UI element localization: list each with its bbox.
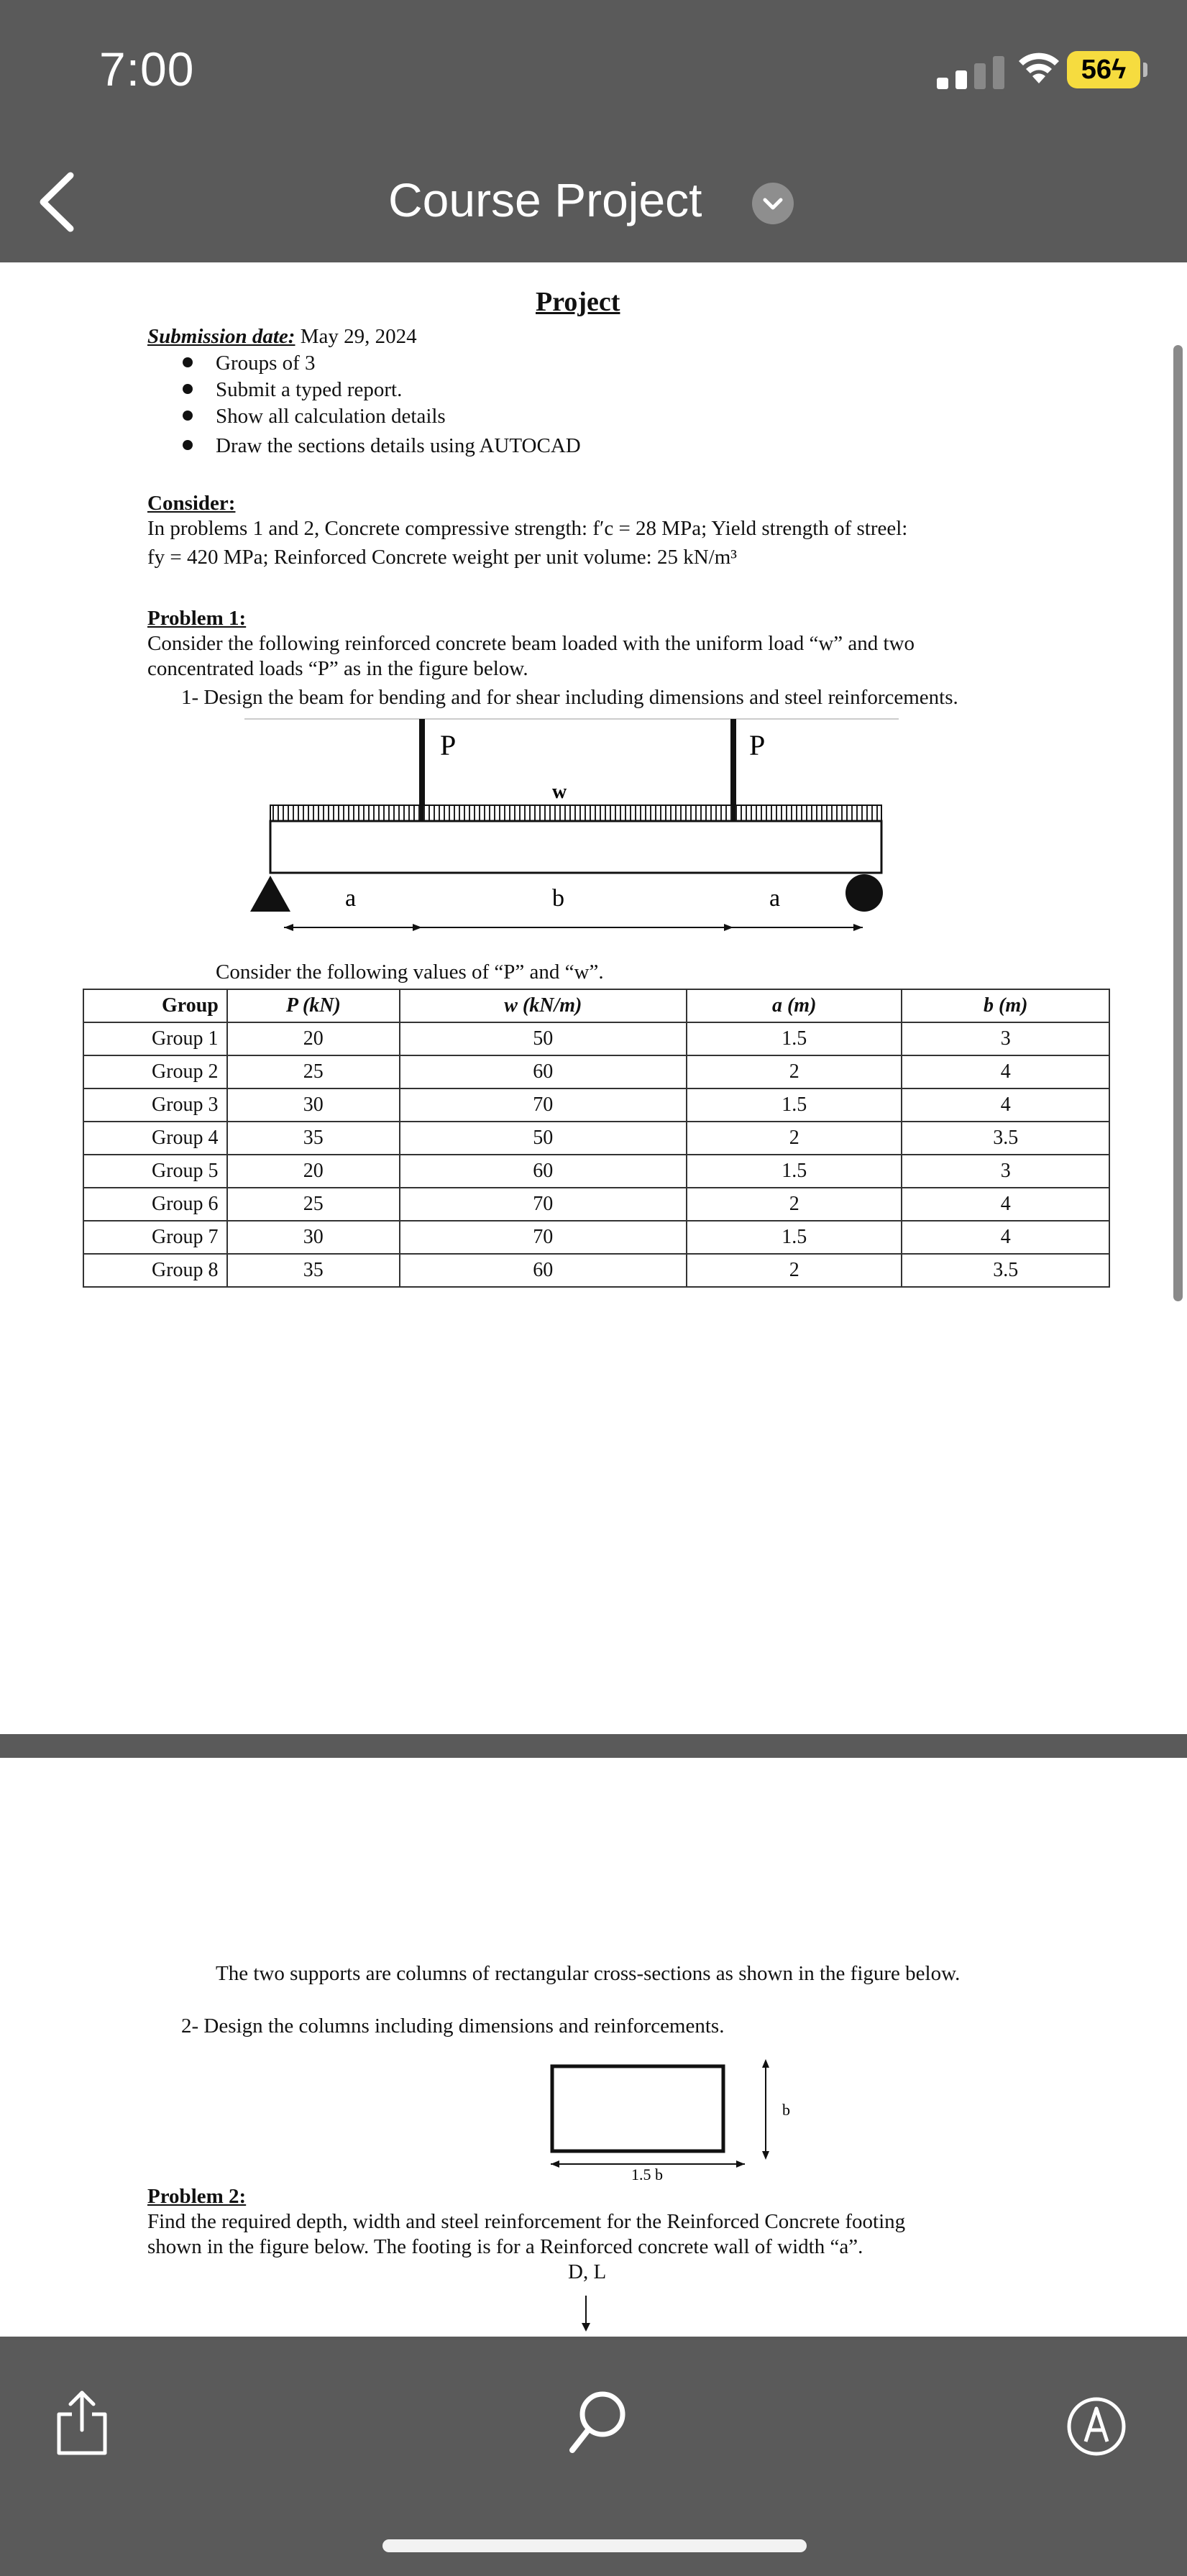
bullet-text: Groups of 3 bbox=[216, 352, 316, 375]
column-header: P (kN) bbox=[227, 989, 400, 1022]
table-cell: 1.5 bbox=[687, 1022, 902, 1055]
table-cell: 60 bbox=[400, 1055, 687, 1088]
table-header-row bbox=[83, 989, 1109, 1022]
table-row bbox=[83, 1022, 1109, 1055]
table-cell: 25 bbox=[227, 1188, 400, 1221]
table-cell: 30 bbox=[227, 1221, 400, 1254]
dim-a-left-label: a bbox=[345, 885, 357, 912]
battery-tip bbox=[1143, 63, 1147, 77]
dim-width-label: 1.5 b bbox=[631, 2165, 663, 2182]
table-cell: 3 bbox=[902, 1022, 1109, 1055]
table-cell: 35 bbox=[227, 1122, 400, 1155]
table-row bbox=[83, 1055, 1109, 1088]
arrowhead bbox=[551, 2160, 559, 2168]
project-heading: Project bbox=[536, 287, 620, 317]
table-cell: 1.5 bbox=[687, 1155, 902, 1188]
table-cell: 4 bbox=[902, 1055, 1109, 1088]
table-cell: Group 7 bbox=[83, 1221, 227, 1254]
beam-body bbox=[270, 821, 881, 873]
table-cell: Group 1 bbox=[83, 1022, 227, 1055]
problem-1-line-2: concentrated loads “P” as in the figure below. bbox=[147, 657, 528, 680]
table-cell: 2 bbox=[687, 1188, 902, 1221]
table-cell: 70 bbox=[400, 1221, 687, 1254]
arrowhead bbox=[853, 924, 863, 931]
bullet-item bbox=[183, 352, 316, 375]
arrowhead bbox=[724, 924, 733, 931]
chevron-down-icon bbox=[752, 183, 794, 224]
battery-indicator bbox=[1067, 51, 1140, 88]
table-cell: 25 bbox=[227, 1055, 400, 1088]
table-cell: 4 bbox=[902, 1088, 1109, 1122]
navigation-bar bbox=[0, 144, 1187, 262]
values-caption: Consider the following values of “P” and “w”. bbox=[216, 961, 604, 984]
table-cell: Group 3 bbox=[83, 1088, 227, 1122]
arrowhead bbox=[413, 924, 422, 931]
submission-line bbox=[147, 326, 417, 349]
table-row bbox=[83, 1155, 1109, 1188]
table-cell: 4 bbox=[902, 1221, 1109, 1254]
bullet-text: Submit a typed report. bbox=[216, 378, 403, 401]
table-row bbox=[83, 1221, 1109, 1254]
table-cell: 2 bbox=[687, 1254, 902, 1287]
table-cell: 4 bbox=[902, 1188, 1109, 1221]
submission-label: Submission date: bbox=[147, 325, 295, 348]
table-body bbox=[83, 1022, 1109, 1287]
consider-line-2: fy = 420 MPa; Reinforced Concrete weight per unit volume: 25 kN/m³ bbox=[147, 546, 737, 569]
table-cell: Group 4 bbox=[83, 1122, 227, 1155]
table-cell: 2 bbox=[687, 1055, 902, 1088]
beam-diagram bbox=[244, 712, 906, 942]
table-cell: 2 bbox=[687, 1122, 902, 1155]
bullet-icon bbox=[183, 384, 193, 394]
table-row bbox=[83, 1122, 1109, 1155]
table-cell: 70 bbox=[400, 1088, 687, 1122]
column-header: b (m) bbox=[902, 989, 1109, 1022]
document-page-2 bbox=[0, 1758, 1187, 2337]
arrowhead bbox=[762, 2151, 769, 2160]
roller-support bbox=[845, 874, 883, 912]
bullet-text: Draw the sections details using AUTOCAD bbox=[216, 434, 581, 457]
bullet-icon bbox=[183, 357, 193, 367]
problem-2-line-1: Find the required depth, width and steel reinforcement for the Reinforced Concrete footing bbox=[147, 2210, 906, 2233]
problem-2-label: Problem 2: bbox=[147, 2185, 247, 2208]
column-header: w (kN/m) bbox=[400, 989, 687, 1022]
supports-text: The two supports are columns of rectangular cross-sections as shown in the figure below. bbox=[216, 1962, 961, 1985]
table-cell: 35 bbox=[227, 1254, 400, 1287]
wifi-icon bbox=[1017, 49, 1061, 85]
column-header: a (m) bbox=[687, 989, 902, 1022]
task-2-text: 2- Design the columns including dimensions and reinforcements. bbox=[181, 2014, 725, 2038]
table-cell: 1.5 bbox=[687, 1088, 902, 1122]
bullet-text: Show all calculation details bbox=[216, 405, 446, 428]
table-row bbox=[83, 1088, 1109, 1122]
load-w-label: w bbox=[552, 781, 567, 803]
problem-1-task: 1- Design the beam for bending and for shear including dimensions and steel reinforcements. bbox=[181, 686, 958, 709]
problem-2-line-2: shown in the figure below. The footing is for a Reinforced concrete wall of width “a”. bbox=[147, 2235, 863, 2258]
group-values-table bbox=[83, 989, 1110, 1288]
table-cell: Group 6 bbox=[83, 1188, 227, 1221]
status-time: 7:00 bbox=[99, 42, 195, 96]
bullet-icon bbox=[183, 440, 193, 450]
load-label: D, L bbox=[568, 2260, 607, 2283]
share-icon[interactable] bbox=[53, 2388, 111, 2457]
bullet-item bbox=[183, 405, 446, 428]
status-bar bbox=[0, 0, 1187, 144]
submission-date: May 29, 2024 bbox=[295, 325, 417, 348]
arrowhead bbox=[762, 2059, 769, 2068]
table-cell: 60 bbox=[400, 1155, 687, 1188]
bullet-icon bbox=[183, 411, 193, 421]
table-cell: 60 bbox=[400, 1254, 687, 1287]
dim-a-right-label: a bbox=[769, 885, 781, 912]
search-icon[interactable] bbox=[567, 2387, 631, 2459]
table-cell: 50 bbox=[400, 1122, 687, 1155]
document-page-1 bbox=[0, 262, 1187, 1734]
problem-1-line-1: Consider the following reinforced concrete beam loaded with the uniform load “w” and two bbox=[147, 632, 915, 655]
table-cell: Group 8 bbox=[83, 1254, 227, 1287]
table-cell: 70 bbox=[400, 1188, 687, 1221]
battery-level: 56 bbox=[1081, 55, 1112, 85]
dim-b-label: b bbox=[552, 885, 564, 912]
load-arrow-icon bbox=[579, 2296, 593, 2332]
markup-pen-icon[interactable] bbox=[1065, 2396, 1127, 2457]
table-cell: Group 2 bbox=[83, 1055, 227, 1088]
table-cell: 50 bbox=[400, 1022, 687, 1055]
consider-line-1: In problems 1 and 2, Concrete compressive strength: f′c = 28 MPa; Yield strength of streel: bbox=[147, 517, 908, 540]
table-cell: 20 bbox=[227, 1022, 400, 1055]
scroll-indicator[interactable] bbox=[1173, 345, 1183, 1301]
column-cross-section bbox=[552, 2066, 723, 2151]
bottom-toolbar bbox=[0, 2337, 1187, 2576]
dim-b-label: b bbox=[782, 2101, 790, 2119]
document-title[interactable]: Course Project bbox=[388, 173, 702, 226]
problem-1-label: Problem 1: bbox=[147, 607, 247, 630]
arrowhead bbox=[284, 924, 293, 931]
bullet-item bbox=[183, 379, 402, 402]
pin-support bbox=[250, 876, 290, 912]
table-row bbox=[83, 1188, 1109, 1221]
cellular-signal-icon bbox=[937, 56, 1006, 89]
title-menu-button[interactable] bbox=[752, 183, 794, 224]
table-cell: 3 bbox=[902, 1155, 1109, 1188]
back-chevron-icon[interactable] bbox=[35, 170, 78, 234]
table-cell: 3.5 bbox=[902, 1122, 1109, 1155]
table-cell: 20 bbox=[227, 1155, 400, 1188]
arrowhead bbox=[736, 2160, 745, 2168]
column-section-diagram bbox=[546, 2056, 805, 2182]
table-cell: 1.5 bbox=[687, 1221, 902, 1254]
table-cell: 3.5 bbox=[902, 1254, 1109, 1287]
table-row bbox=[83, 1254, 1109, 1287]
home-indicator[interactable] bbox=[382, 2539, 807, 2552]
bullet-item bbox=[183, 435, 581, 458]
distributed-load-hatch bbox=[273, 806, 877, 820]
table-cell: Group 5 bbox=[83, 1155, 227, 1188]
column-header: Group bbox=[83, 989, 227, 1022]
charging-bolt-icon: ϟ bbox=[1112, 55, 1127, 85]
table-cell: 30 bbox=[227, 1088, 400, 1122]
load-p-right-label: P bbox=[749, 729, 766, 761]
load-p-left-label: P bbox=[440, 729, 457, 761]
consider-label: Consider: bbox=[147, 492, 236, 515]
